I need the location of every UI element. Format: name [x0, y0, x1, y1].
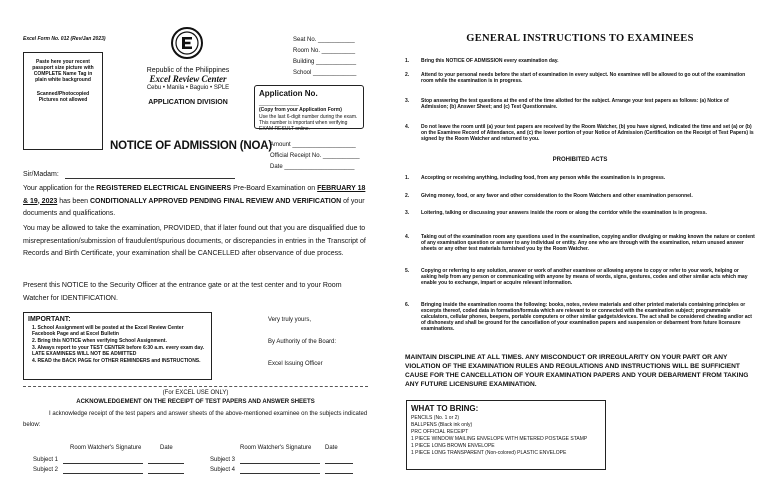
important-box [23, 312, 212, 380]
signoff-officer: Excel Issuing Officer [268, 361, 323, 367]
seat-fields [293, 35, 356, 79]
date-line[interactable] [148, 473, 184, 474]
bring-item: 1 PIECE LONG TRANSPARENT (Non-colored) PLASTIC ENVELOPE [411, 450, 567, 456]
exam-name: REGISTERED ELECTRICAL ENGINEERS [96, 185, 232, 192]
important-item: 4. READ the BACK PAGE for OTHER REMINDERS and INSTRUCTIONS. [32, 358, 201, 364]
important-title: IMPORTANT: [28, 316, 71, 323]
date-line[interactable] [325, 463, 353, 464]
date-line[interactable] [148, 463, 184, 464]
school-field[interactable]: School _____________ [293, 70, 357, 76]
important-item: 3. Always report to your TEST CENTER before 6:30 a.m. every exam day. LATE EXAMINEES WILL NOT BE ADMITTED [32, 345, 205, 357]
signoff-yours: Very truly yours, [268, 317, 312, 323]
examinee-name-line [65, 178, 235, 179]
general-instructions-title: GENERAL INSTRUCTIONS TO EXAMINEES [466, 33, 694, 44]
excel-logo [171, 27, 203, 59]
subject-row: Subject 2 [33, 467, 184, 474]
bring-item: 1 PIECE WINDOW MAILING ENVELOPE WITH METERED POSTAGE STAMP [411, 436, 588, 442]
bring-item: BALLPENS (Black ink only) [411, 422, 473, 428]
form-id: Excel Form No. 012 (Rev/Jan 2023) [23, 36, 106, 42]
present-notice-paragraph: Present this NOTICE to the Security Officer at the entrance gate or at the test center and to your Room Watcher for IDENTIFICATION. [23, 282, 342, 302]
ack-col-date: Date [325, 445, 338, 451]
ack-col-date: Date [160, 445, 173, 451]
signature-line[interactable] [240, 463, 320, 464]
official-receipt-field[interactable]: Official Receipt No. ___________ [270, 153, 360, 159]
for-excel-label: (For EXCEL USE ONLY) [162, 390, 229, 396]
bring-item: PRC OFFICIAL RECEIPT [411, 429, 469, 435]
photo-box [23, 52, 103, 150]
signature-line[interactable] [63, 473, 143, 474]
photo-warning: Scanned/Photocopied Pictures not allowed [36, 91, 90, 103]
ack-col-signature: Room Watcher's Signature [240, 445, 312, 451]
application-no-box [254, 85, 364, 132]
application-no-note: Use the last 6-digit number during the exam. This number is important when verifying EXAM RESULT online. [259, 114, 358, 132]
prohibited-acts-title: PROHIBITED ACTS [552, 157, 608, 163]
proviso-paragraph: You may be allowed to take the examination, PROVIDED, that if later found out that you are disqualified due to misrepresentation/submission of fraudulent/spurious documents, or discrepancies in entries in the Transcript of Records and Birth Certificate, your examination shall be CANCELLED after observance of due process. [23, 225, 366, 257]
what-to-bring-title: WHAT TO BRING: [411, 404, 479, 413]
building-field[interactable]: Building ____________ [293, 59, 357, 65]
room-no-field[interactable]: Room No. __________ [293, 48, 356, 54]
date-field[interactable]: Date _____________________ [270, 164, 355, 170]
republic-label: Republic of the Philippines [146, 67, 230, 74]
application-no-field[interactable]: Application No. _________ [259, 89, 318, 107]
bring-item: PENCILS (No. 1 or 2) [411, 415, 460, 421]
subject-row: Subject 3 [210, 457, 353, 464]
approval-status: CONDITIONALLY APPROVED PENDING FINAL REVIEW AND VERIFICATION [89, 197, 342, 205]
date-line[interactable] [325, 473, 353, 474]
exam-dates: FEBRUARY 18 & 19, 2023 [23, 185, 366, 205]
bring-item: 1 PIECE LONG BROWN ENVELOPE [411, 443, 495, 449]
salutation-row [23, 170, 235, 179]
discipline-notice: MAINTAIN DISCIPLINE AT ALL TIMES. ANY MISCONDUCT OR IRREGULARITY ON YOUR PART OR ANY VIOLATION OF THE EXAMINATION RULES AND REGULATIONS AND INSTRUCTIONS WILL BE SUFFICIENT CAUSE FOR THE CANCELLATION OF YOUR EXAMINATION PAPERS AND YOUR DEBARMENT FROM TAKING ANY FUTURE LICENSURE EXAMINATION. [405, 354, 749, 388]
photo-instruction: Paste here your recent passport size picture with COMPLETE Name Tag in plain white background [32, 59, 94, 83]
subject-row: Subject 1 [33, 457, 184, 464]
ack-title: ACKNOWLEDGEMENT ON THE RECEIPT OF TEST PAPERS AND ANSWER SHEETS [76, 399, 315, 405]
center-cities: Cebu • Manila • Baguio • SPLE [146, 85, 230, 91]
division-label: APPLICATION DIVISION [148, 99, 228, 106]
ack-body: I acknowledge receipt of the test papers and answer sheets of the above-mentioned examinee on the subjects indicated below: [23, 411, 368, 428]
signature-line[interactable] [240, 473, 320, 474]
important-item: 2. Bring this NOTICE when verifying School Assignment. [32, 338, 167, 344]
what-to-bring-box [406, 400, 606, 470]
signature-line[interactable] [63, 463, 143, 464]
notice-title: NOTICE OF ADMISSION (NOA) [110, 140, 272, 152]
center-name: Excel Review Center [149, 74, 227, 84]
amount-fields [270, 140, 360, 173]
cut-line [23, 386, 368, 387]
ack-col-signature: Room Watcher's Signature [70, 445, 142, 451]
application-paragraph: Your application for the REGISTERED ELECTRICAL ENGINEERS Pre-Board Examination on FEBRUARY 18 & 19, 2023 has been CONDITIONALLY APPROVED PENDING FINAL REVIEW AND VERIFICATION of your documents and qualifications. [23, 185, 366, 217]
important-item: 1. School Assignment will be posted at the Excel Review Center Facebook Page and at Excel Bulletin [32, 325, 184, 337]
subject-row: Subject 4 [210, 467, 353, 474]
application-no-sub: (Copy from your Application Form) [259, 107, 342, 113]
seat-no-field[interactable]: Seat No. ___________ [293, 37, 355, 43]
salutation: Sir/Madam: [23, 171, 59, 178]
amount-field[interactable]: Amount ___________________ [270, 142, 356, 148]
signoff-authority: By Authority of the Board: [268, 339, 337, 345]
